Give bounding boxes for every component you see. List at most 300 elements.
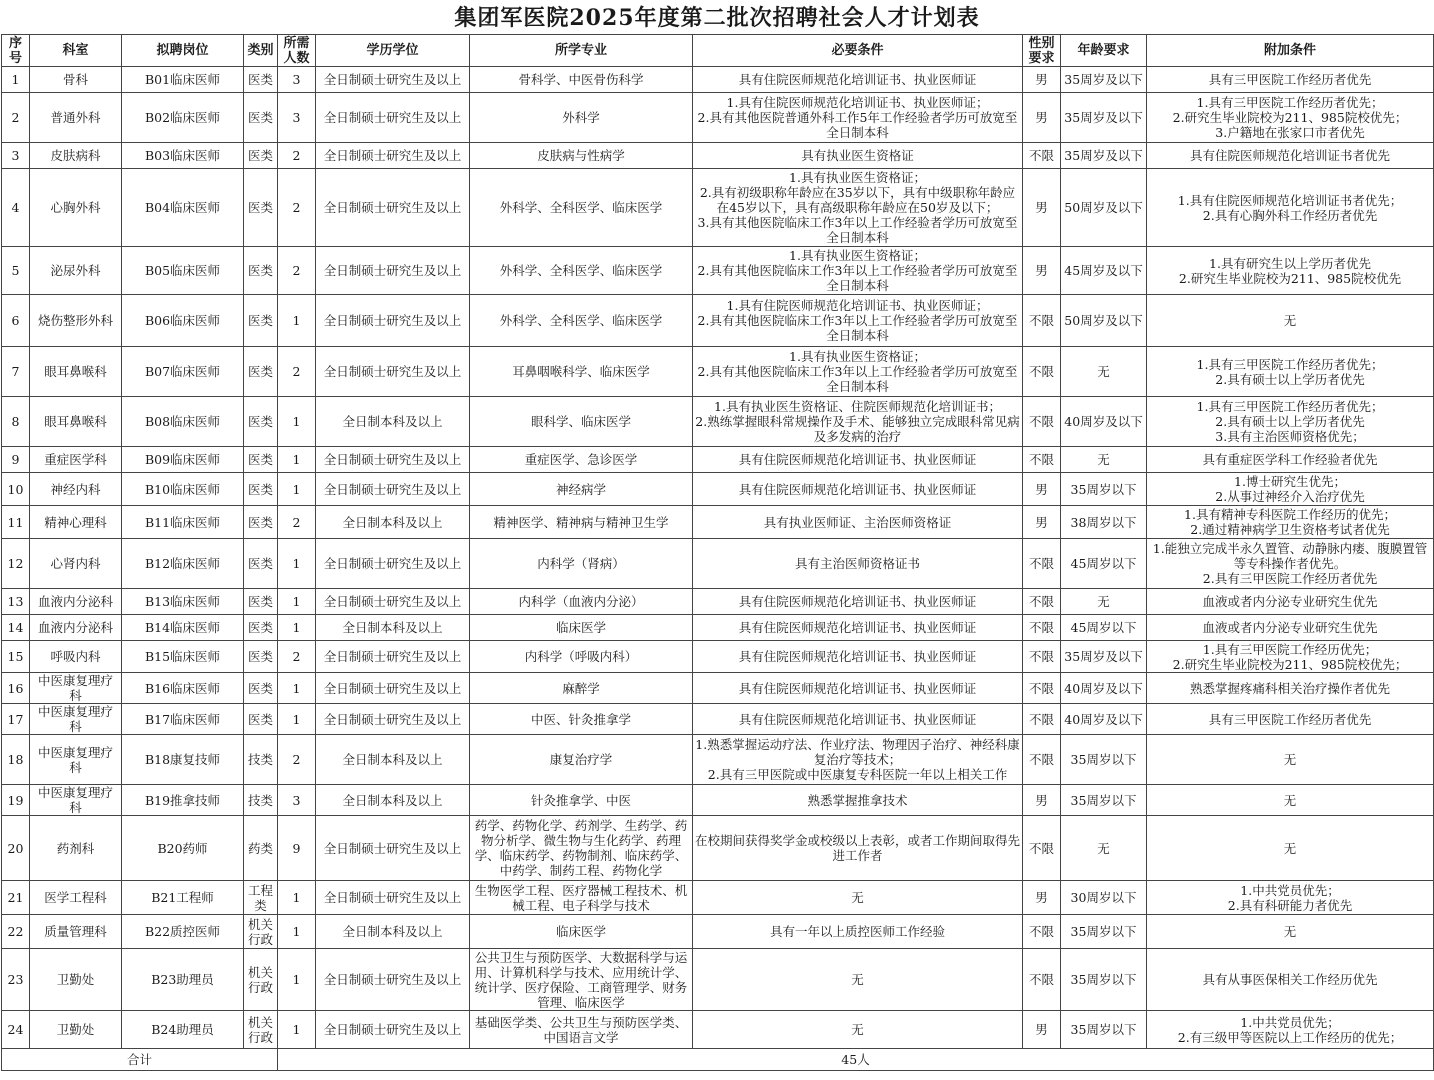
cell-dept: 重症医学科	[30, 447, 122, 473]
cell-post: B10临床医师	[122, 473, 244, 506]
cell-count: 2	[278, 735, 316, 785]
cell-dept: 中医康复理疗科	[30, 735, 122, 785]
cell-extra: 无	[1147, 915, 1434, 949]
cell-major: 麻醉学	[470, 673, 693, 704]
cell-post: B18康复技师	[122, 735, 244, 785]
table-row	[2, 816, 1434, 881]
cell-dept: 质量管理科	[30, 915, 122, 949]
cell-major: 基础医学类、公共卫生与预防医学类、中国语言文学	[470, 1011, 693, 1049]
cell-extra: 熟悉掌握疼痛科相关治疗操作者优先	[1147, 673, 1434, 704]
table-row	[2, 539, 1434, 589]
cell-dept: 医学工程科	[30, 881, 122, 915]
cell-post: B24助理员	[122, 1011, 244, 1049]
cell-requirements: 1.熟悉掌握运动疗法、作业疗法、物理因子治疗、神经科康复治疗等技术； 2.具有三甲医院或中医康复专科医院一年以上相关工作	[693, 735, 1023, 785]
total-row	[2, 1049, 1434, 1071]
cell-post: B11临床医师	[122, 506, 244, 539]
cell-requirements: 具有住院医师规范化培训证书、执业医师证	[693, 704, 1023, 735]
cell-count: 3	[278, 67, 316, 93]
table-row	[2, 506, 1434, 539]
cell-post: B21工程师	[122, 881, 244, 915]
cell-extra: 血液或者内分泌专业研究生优先	[1147, 615, 1434, 641]
cell-category: 医类	[244, 169, 278, 247]
cell-major: 内科学（呼吸内科）	[470, 641, 693, 673]
cell-dept: 普通外科	[30, 93, 122, 143]
cell-category: 技类	[244, 735, 278, 785]
cell-age: 40周岁及以下	[1061, 673, 1147, 704]
cell-extra: 具有从事医保相关工作经历优先	[1147, 949, 1434, 1011]
cell-requirements: 1.具有住院医师规范化培训证书、执业医师证； 2.具有其他医院临床工作3年以上工作经验者学历可放宽至全日制本科	[693, 295, 1023, 347]
cell-no: 9	[2, 447, 30, 473]
cell-education: 全日制硕士研究生及以上	[316, 539, 470, 589]
header-education: 学历学位	[316, 35, 470, 67]
cell-requirements: 1.具有住院医师规范化培训证书、执业医师证； 2.具有其他医院普通外科工作5年工作经验者学历可放宽至全日制本科	[693, 93, 1023, 143]
header-major: 所学专业	[470, 35, 693, 67]
cell-category: 医类	[244, 67, 278, 93]
cell-sex: 不限	[1023, 589, 1061, 615]
header-sex: 性别要求	[1023, 35, 1061, 67]
cell-no: 2	[2, 93, 30, 143]
cell-extra: 具有住院医师规范化培训证书者优先	[1147, 143, 1434, 169]
header-count: 所需人数	[278, 35, 316, 67]
cell-post: B19推拿技师	[122, 785, 244, 816]
cell-sex: 不限	[1023, 949, 1061, 1011]
cell-dept: 泌尿外科	[30, 247, 122, 295]
cell-extra: 无	[1147, 785, 1434, 816]
cell-requirements: 具有住院医师规范化培训证书、执业医师证	[693, 447, 1023, 473]
cell-education: 全日制硕士研究生及以上	[316, 169, 470, 247]
cell-post: B12临床医师	[122, 539, 244, 589]
cell-category: 机关行政	[244, 949, 278, 1011]
page-title: 集团军医院2025年度第二批次招聘社会人才计划表	[454, 5, 980, 31]
cell-count: 1	[278, 295, 316, 347]
cell-requirements: 具有住院医师规范化培训证书、执业医师证	[693, 673, 1023, 704]
cell-post: B23助理员	[122, 949, 244, 1011]
cell-category: 医类	[244, 704, 278, 735]
table-row	[2, 397, 1434, 447]
cell-major: 外科学、全科医学、临床医学	[470, 247, 693, 295]
cell-education: 全日制本科及以上	[316, 615, 470, 641]
cell-age: 35周岁以下	[1061, 949, 1147, 1011]
cell-extra: 1.具有住院医师规范化培训证书者优先； 2.具有心胸外科工作经历者优先	[1147, 169, 1434, 247]
cell-no: 17	[2, 704, 30, 735]
cell-sex: 男	[1023, 506, 1061, 539]
cell-post: B13临床医师	[122, 589, 244, 615]
cell-no: 4	[2, 169, 30, 247]
cell-post: B06临床医师	[122, 295, 244, 347]
cell-sex: 男	[1023, 67, 1061, 93]
cell-requirements: 具有住院医师规范化培训证书、执业医师证	[693, 589, 1023, 615]
cell-age: 40周岁及以下	[1061, 704, 1147, 735]
cell-age: 35周岁以下	[1061, 785, 1147, 816]
cell-no: 15	[2, 641, 30, 673]
cell-count: 1	[278, 447, 316, 473]
cell-education: 全日制本科及以上	[316, 785, 470, 816]
cell-age: 无	[1061, 816, 1147, 881]
cell-age: 35周岁及以下	[1061, 67, 1147, 93]
cell-extra: 无	[1147, 816, 1434, 881]
cell-count: 1	[278, 539, 316, 589]
table-row	[2, 447, 1434, 473]
table-row	[2, 881, 1434, 915]
cell-requirements: 无	[693, 1011, 1023, 1049]
cell-major: 内科学（血液内分泌）	[470, 589, 693, 615]
table-row	[2, 915, 1434, 949]
cell-education: 全日制硕士研究生及以上	[316, 347, 470, 397]
cell-count: 2	[278, 169, 316, 247]
cell-sex: 男	[1023, 1011, 1061, 1049]
cell-age: 35周岁及以下	[1061, 641, 1147, 673]
cell-category: 医类	[244, 295, 278, 347]
cell-age: 35周岁以下	[1061, 1011, 1147, 1049]
cell-sex: 不限	[1023, 704, 1061, 735]
header-dept: 科室	[30, 35, 122, 67]
cell-sex: 不限	[1023, 447, 1061, 473]
cell-no: 8	[2, 397, 30, 447]
cell-count: 1	[278, 1011, 316, 1049]
cell-age: 45周岁以下	[1061, 539, 1147, 589]
cell-education: 全日制硕士研究生及以上	[316, 673, 470, 704]
cell-post: B14临床医师	[122, 615, 244, 641]
cell-age: 35周岁及以下	[1061, 143, 1147, 169]
cell-no: 10	[2, 473, 30, 506]
table-row	[2, 143, 1434, 169]
cell-count: 2	[278, 143, 316, 169]
table-row	[2, 473, 1434, 506]
cell-category: 医类	[244, 347, 278, 397]
cell-requirements: 在校期间获得奖学金或校级以上表彰，或者工作期间取得先进工作者	[693, 816, 1023, 881]
cell-age: 35周岁及以下	[1061, 93, 1147, 143]
cell-major: 外科学、全科医学、临床医学	[470, 169, 693, 247]
cell-requirements: 1.具有执业医生资格证； 2.具有初级职称年龄应在35岁以下，具有中级职称年龄应在45岁以下，具有高级职称年龄应在50岁及以下； 3.具有其他医院临床工作3年以上工作经验者学历可放宽至全日制本科	[693, 169, 1023, 247]
cell-count: 2	[278, 506, 316, 539]
cell-major: 重症医学、急诊医学	[470, 447, 693, 473]
cell-count: 1	[278, 949, 316, 1011]
cell-major: 康复治疗学	[470, 735, 693, 785]
cell-extra: 1.中共党员优先； 2.具有科研能力者优先	[1147, 881, 1434, 915]
cell-education: 全日制硕士研究生及以上	[316, 949, 470, 1011]
cell-no: 16	[2, 673, 30, 704]
cell-major: 内科学（肾病）	[470, 539, 693, 589]
cell-category: 机关行政	[244, 915, 278, 949]
cell-sex: 不限	[1023, 641, 1061, 673]
table-row	[2, 615, 1434, 641]
cell-sex: 不限	[1023, 615, 1061, 641]
cell-no: 22	[2, 915, 30, 949]
cell-dept: 烧伤整形外科	[30, 295, 122, 347]
cell-post: B04临床医师	[122, 169, 244, 247]
cell-count: 1	[278, 397, 316, 447]
cell-major: 外科学	[470, 93, 693, 143]
cell-category: 药类	[244, 816, 278, 881]
table-row	[2, 704, 1434, 735]
cell-extra: 1.能独立完成半永久置管、动静脉内瘘、腹膜置管等专科操作者优先。 2.具有三甲医院工作经历者优先	[1147, 539, 1434, 589]
cell-extra: 1.具有三甲医院工作经历者优先； 2.具有硕士以上学历者优先 3.具有主治医师资格优先；	[1147, 397, 1434, 447]
cell-dept: 神经内科	[30, 473, 122, 506]
cell-dept: 呼吸内科	[30, 641, 122, 673]
cell-education: 全日制本科及以上	[316, 915, 470, 949]
cell-extra: 无	[1147, 735, 1434, 785]
cell-no: 11	[2, 506, 30, 539]
cell-education: 全日制硕士研究生及以上	[316, 1011, 470, 1049]
cell-major: 皮肤病与性病学	[470, 143, 693, 169]
cell-education: 全日制本科及以上	[316, 735, 470, 785]
cell-post: B01临床医师	[122, 67, 244, 93]
cell-post: B08临床医师	[122, 397, 244, 447]
cell-extra: 具有三甲医院工作经历者优先	[1147, 67, 1434, 93]
cell-count: 1	[278, 915, 316, 949]
cell-dept: 眼耳鼻喉科	[30, 397, 122, 447]
cell-count: 1	[278, 704, 316, 735]
cell-dept: 中医康复理疗科	[30, 785, 122, 816]
cell-sex: 不限	[1023, 673, 1061, 704]
cell-age: 38周岁以下	[1061, 506, 1147, 539]
recruitment-table	[1, 34, 1434, 1071]
table-row	[2, 93, 1434, 143]
cell-requirements: 具有主治医师资格证书	[693, 539, 1023, 589]
cell-no: 3	[2, 143, 30, 169]
cell-count: 3	[278, 785, 316, 816]
cell-sex: 不限	[1023, 397, 1061, 447]
cell-post: B16临床医师	[122, 673, 244, 704]
cell-age: 无	[1061, 347, 1147, 397]
cell-count: 1	[278, 589, 316, 615]
table-row	[2, 949, 1434, 1011]
cell-extra: 血液或者内分泌专业研究生优先	[1147, 589, 1434, 615]
cell-sex: 男	[1023, 93, 1061, 143]
cell-requirements: 熟悉掌握推拿技术	[693, 785, 1023, 816]
cell-category: 医类	[244, 673, 278, 704]
cell-education: 全日制硕士研究生及以上	[316, 704, 470, 735]
cell-dept: 药剂科	[30, 816, 122, 881]
cell-major: 精神医学、精神病与精神卫生学	[470, 506, 693, 539]
cell-extra: 1.具有三甲医院工作经历者优先； 2.研究生毕业院校为211、985院校优先； 3.户籍地在张家口市者优先	[1147, 93, 1434, 143]
cell-major: 神经病学	[470, 473, 693, 506]
cell-education: 全日制硕士研究生及以上	[316, 295, 470, 347]
cell-sex: 男	[1023, 169, 1061, 247]
cell-category: 医类	[244, 397, 278, 447]
cell-no: 20	[2, 816, 30, 881]
cell-education: 全日制硕士研究生及以上	[316, 93, 470, 143]
cell-extra: 1.具有精神专科医院工作经历的优先； 2.通过精神病学卫生资格考试者优先	[1147, 506, 1434, 539]
cell-category: 医类	[244, 589, 278, 615]
cell-post: B03临床医师	[122, 143, 244, 169]
total-label: 合计	[2, 1049, 278, 1071]
cell-dept: 心肾内科	[30, 539, 122, 589]
header-no: 序号	[2, 35, 30, 67]
table-row	[2, 589, 1434, 615]
cell-category: 医类	[244, 615, 278, 641]
cell-count: 2	[278, 641, 316, 673]
cell-post: B05临床医师	[122, 247, 244, 295]
cell-age: 35周岁以下	[1061, 473, 1147, 506]
cell-category: 工程类	[244, 881, 278, 915]
cell-dept: 中医康复理疗科	[30, 673, 122, 704]
cell-age: 35周岁以下	[1061, 735, 1147, 785]
cell-requirements: 具有一年以上质控医师工作经验	[693, 915, 1023, 949]
cell-education: 全日制硕士研究生及以上	[316, 881, 470, 915]
table-row	[2, 785, 1434, 816]
total-value: 45人	[278, 1049, 1434, 1071]
cell-requirements: 无	[693, 949, 1023, 1011]
cell-count: 1	[278, 473, 316, 506]
cell-age: 45周岁以下	[1061, 615, 1147, 641]
cell-education: 全日制本科及以上	[316, 506, 470, 539]
cell-sex: 男	[1023, 785, 1061, 816]
cell-age: 40周岁及以下	[1061, 397, 1147, 447]
cell-sex: 不限	[1023, 735, 1061, 785]
cell-age: 30周岁以下	[1061, 881, 1147, 915]
cell-no: 23	[2, 949, 30, 1011]
cell-extra: 1.博士研究生优先； 2.从事过神经介入治疗优先	[1147, 473, 1434, 506]
cell-no: 14	[2, 615, 30, 641]
cell-count: 2	[278, 247, 316, 295]
cell-requirements: 具有执业医师证、主治医师资格证	[693, 506, 1023, 539]
cell-dept: 精神心理科	[30, 506, 122, 539]
cell-post: B17临床医师	[122, 704, 244, 735]
cell-count: 1	[278, 673, 316, 704]
cell-age: 无	[1061, 447, 1147, 473]
cell-count: 2	[278, 347, 316, 397]
cell-sex: 不限	[1023, 539, 1061, 589]
cell-education: 全日制硕士研究生及以上	[316, 447, 470, 473]
cell-count: 1	[278, 615, 316, 641]
cell-requirements: 具有执业医生资格证	[693, 143, 1023, 169]
cell-dept: 卫勤处	[30, 1011, 122, 1049]
cell-category: 医类	[244, 539, 278, 589]
cell-major: 骨科学、中医骨伤科学	[470, 67, 693, 93]
cell-no: 12	[2, 539, 30, 589]
table-row	[2, 735, 1434, 785]
cell-post: B22质控医师	[122, 915, 244, 949]
cell-sex: 不限	[1023, 143, 1061, 169]
table-row	[2, 295, 1434, 347]
cell-education: 全日制硕士研究生及以上	[316, 247, 470, 295]
header-extra: 附加条件	[1147, 35, 1434, 67]
cell-age: 无	[1061, 589, 1147, 615]
table-row	[2, 247, 1434, 295]
cell-category: 医类	[244, 641, 278, 673]
cell-count: 3	[278, 93, 316, 143]
cell-category: 医类	[244, 447, 278, 473]
cell-age: 50周岁及以下	[1061, 295, 1147, 347]
cell-sex: 男	[1023, 247, 1061, 295]
header-category: 类别	[244, 35, 278, 67]
cell-major: 中医、针灸推拿学	[470, 704, 693, 735]
header-requirements: 必要条件	[693, 35, 1023, 67]
cell-major: 耳鼻咽喉科学、临床医学	[470, 347, 693, 397]
cell-requirements: 1.具有执业医生资格证、住院医师规范化培训证书； 2.熟练掌握眼科常规操作及手术、能够独立完成眼科常见病及多发病的治疗	[693, 397, 1023, 447]
cell-post: B15临床医师	[122, 641, 244, 673]
cell-post: B02临床医师	[122, 93, 244, 143]
cell-extra: 具有重症医学科工作经验者优先	[1147, 447, 1434, 473]
cell-category: 技类	[244, 785, 278, 816]
cell-category: 医类	[244, 247, 278, 295]
cell-sex: 不限	[1023, 347, 1061, 397]
cell-no: 21	[2, 881, 30, 915]
cell-sex: 不限	[1023, 915, 1061, 949]
table-row	[2, 67, 1434, 93]
cell-extra: 1.具有三甲医院工作经历优先； 2.研究生毕业院校为211、985院校优先；	[1147, 641, 1434, 673]
table-row	[2, 169, 1434, 247]
cell-no: 1	[2, 67, 30, 93]
cell-major: 公共卫生与预防医学、大数据科学与运用、计算机科学与技术、应用统计学、统计学、医疗保险、工商管理学、财务管理、临床医学	[470, 949, 693, 1011]
cell-extra: 具有三甲医院工作经历者优先	[1147, 704, 1434, 735]
cell-no: 19	[2, 785, 30, 816]
cell-extra: 1.具有三甲医院工作经历者优先； 2.具有硕士以上学历者优先	[1147, 347, 1434, 397]
cell-dept: 血液内分泌科	[30, 615, 122, 641]
cell-post: B20药师	[122, 816, 244, 881]
cell-extra: 1.具有研究生以上学历者优先 2.研究生毕业院校为211、985院校优先	[1147, 247, 1434, 295]
cell-sex: 男	[1023, 881, 1061, 915]
cell-education: 全日制硕士研究生及以上	[316, 816, 470, 881]
table-row	[2, 1011, 1434, 1049]
cell-dept: 眼耳鼻喉科	[30, 347, 122, 397]
cell-education: 全日制硕士研究生及以上	[316, 589, 470, 615]
cell-education: 全日制硕士研究生及以上	[316, 473, 470, 506]
header-age: 年龄要求	[1061, 35, 1147, 67]
cell-education: 全日制硕士研究生及以上	[316, 641, 470, 673]
cell-category: 医类	[244, 506, 278, 539]
cell-requirements: 具有住院医师规范化培训证书、执业医师证	[693, 67, 1023, 93]
header-row	[2, 35, 1434, 67]
cell-sex: 男	[1023, 473, 1061, 506]
cell-count: 1	[278, 881, 316, 915]
cell-major: 临床医学	[470, 615, 693, 641]
cell-dept: 骨科	[30, 67, 122, 93]
cell-dept: 心胸外科	[30, 169, 122, 247]
cell-count: 9	[278, 816, 316, 881]
cell-post: B07临床医师	[122, 347, 244, 397]
cell-major: 眼科学、临床医学	[470, 397, 693, 447]
cell-education: 全日制本科及以上	[316, 397, 470, 447]
cell-category: 医类	[244, 473, 278, 506]
cell-category: 机关行政	[244, 1011, 278, 1049]
cell-education: 全日制硕士研究生及以上	[316, 67, 470, 93]
cell-no: 5	[2, 247, 30, 295]
cell-no: 7	[2, 347, 30, 397]
header-post: 拟聘岗位	[122, 35, 244, 67]
cell-major: 临床医学	[470, 915, 693, 949]
cell-category: 医类	[244, 143, 278, 169]
cell-dept: 中医康复理疗科	[30, 704, 122, 735]
cell-major: 药学、药物化学、药剂学、生药学、药物分析学、微生物与生化药学、药理学、临床药学、药物制剂、临床药学、中药学、制药工程、药物化学	[470, 816, 693, 881]
cell-major: 生物医学工程、医疗器械工程技术、机械工程、电子科学与技术	[470, 881, 693, 915]
cell-post: B09临床医师	[122, 447, 244, 473]
cell-requirements: 无	[693, 881, 1023, 915]
table-row	[2, 641, 1434, 673]
cell-dept: 血液内分泌科	[30, 589, 122, 615]
cell-no: 13	[2, 589, 30, 615]
cell-extra: 1.中共党员优先； 2.有三级甲等医院以上工作经历的优先；	[1147, 1011, 1434, 1049]
cell-major: 外科学、全科医学、临床医学	[470, 295, 693, 347]
cell-dept: 皮肤病科	[30, 143, 122, 169]
cell-age: 45周岁及以下	[1061, 247, 1147, 295]
cell-extra: 无	[1147, 295, 1434, 347]
cell-category: 医类	[244, 93, 278, 143]
cell-sex: 不限	[1023, 816, 1061, 881]
cell-major: 针灸推拿学、中医	[470, 785, 693, 816]
cell-age: 50周岁及以下	[1061, 169, 1147, 247]
cell-age: 35周岁以下	[1061, 915, 1147, 949]
cell-requirements: 1.具有执业医生资格证； 2.具有其他医院临床工作3年以上工作经验者学历可放宽至全日制本科	[693, 247, 1023, 295]
cell-no: 24	[2, 1011, 30, 1049]
table-row	[2, 347, 1434, 397]
cell-no: 6	[2, 295, 30, 347]
cell-requirements: 具有住院医师规范化培训证书、执业医师证	[693, 615, 1023, 641]
cell-education: 全日制硕士研究生及以上	[316, 143, 470, 169]
cell-requirements: 具有住院医师规范化培训证书、执业医师证	[693, 641, 1023, 673]
cell-no: 18	[2, 735, 30, 785]
